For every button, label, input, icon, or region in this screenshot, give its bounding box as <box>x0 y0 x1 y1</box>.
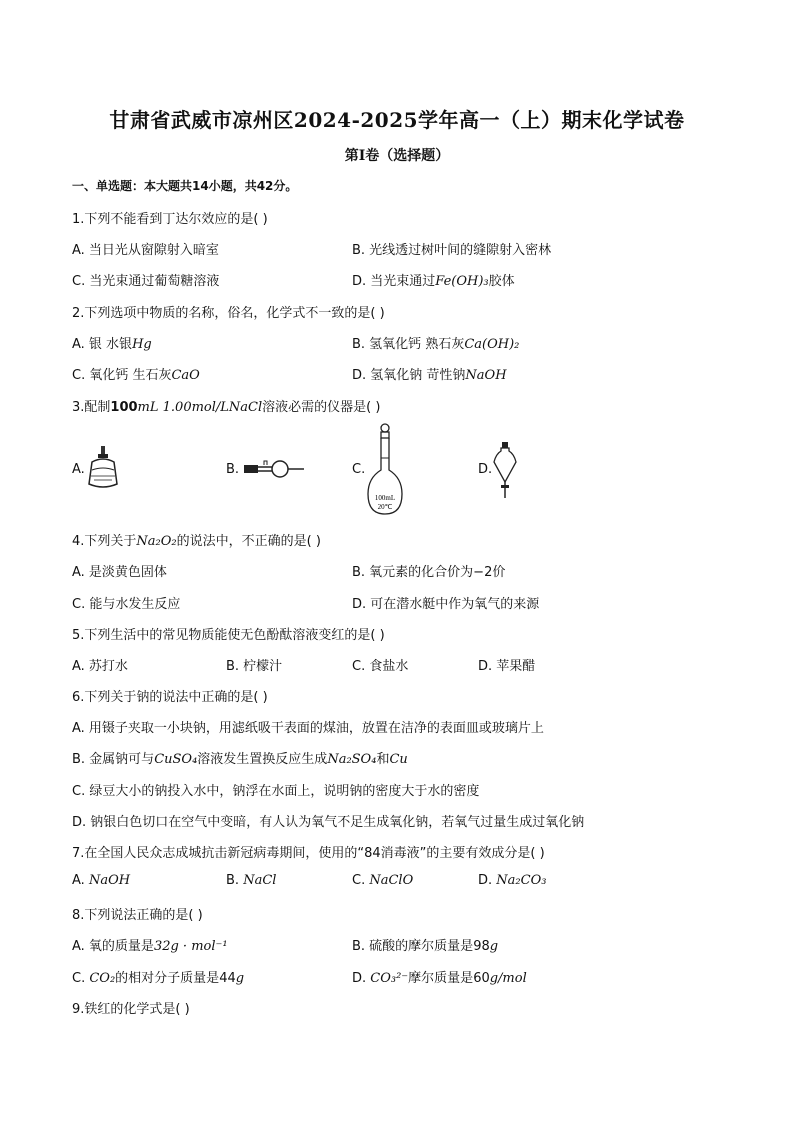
q7-d-label: D. <box>478 873 497 888</box>
q8-option-b[interactable] <box>352 935 498 954</box>
q8-a-text: A. 氧的质量是 <box>72 939 154 954</box>
q3-option-a[interactable]: A. <box>72 462 85 477</box>
flask-label-temperature: 20℃ <box>377 503 393 511</box>
alcohol-lamp-icon <box>86 444 120 490</box>
q6-option-b[interactable] <box>72 748 408 767</box>
question-9-stem: 9.铁红的化学式是( ) <box>72 1002 190 1017</box>
q5-option-a[interactable]: A. 苏打水 <box>72 659 128 674</box>
q4-option-d[interactable]: D. 可在潜水艇中作为氧气的来源 <box>352 597 540 612</box>
q8-d-formula: CO₃²⁻ <box>370 971 409 986</box>
q1-d-text: D. 当光束通过 <box>352 274 436 289</box>
q8-option-d[interactable] <box>352 967 527 986</box>
page-subtitle: 第I卷（选择题） <box>344 148 450 164</box>
question-8-stem: 8.下列说法正确的是( ) <box>72 908 203 923</box>
q3-option-d[interactable]: D. <box>478 462 493 477</box>
q6-option-c[interactable]: C. 绿豆大小的钠投入水中，钠浮在水面上，说明钠的密度大于水的密度 <box>72 784 480 799</box>
q2-b-formula: Ca(OH)₂ <box>464 337 520 352</box>
q7-c-formula: NaClO <box>369 873 414 888</box>
q2-option-c[interactable] <box>72 364 200 383</box>
q3-stem-formula: mL 1.00mol/LNaCl <box>137 400 263 415</box>
flask-label-volume: 100mL <box>374 494 396 502</box>
q7-a-label: A. <box>72 873 89 888</box>
q2-a-text: A. 银 水银 <box>72 337 133 352</box>
q2-b-text: B. 氢氧化钙 熟石灰 <box>352 337 465 352</box>
volumetric-flask-icon <box>366 422 418 516</box>
question-2-stem: 2.下列选项中物质的名称，俗名，化学式不一致的是( ) <box>72 306 385 321</box>
q2-c-formula: CaO <box>171 368 200 383</box>
q7-option-a[interactable] <box>72 873 130 888</box>
q3-stem-suffix: 溶液必需的仪器是( ) <box>262 400 381 415</box>
q5-option-b[interactable]: B. 柠檬汁 <box>226 659 283 674</box>
q8-a-formula: 32g · mol⁻¹ <box>153 939 228 954</box>
question-4-stem <box>72 530 321 549</box>
q3-stem-number: 100 <box>110 400 138 415</box>
question-7-stem: 7.在全国人民众志成城抗击新冠病毒期间，使用的“84消毒液”的主要有效成分是( ) <box>72 846 545 861</box>
separatory-funnel-icon <box>492 440 518 500</box>
q6-b-formula-3: Cu <box>389 752 408 767</box>
q2-a-formula: Hg <box>132 337 152 352</box>
q8-b-number: 98 <box>473 939 490 954</box>
q8-d-label: D. <box>352 971 371 986</box>
question-6-stem: 6.下列关于钠的说法中正确的是( ) <box>72 690 268 705</box>
q6-option-d[interactable]: D. 钠银白色切口在空气中变暗，有人认为氧气不足生成氧化钠，若氧气过量生成过氧化钠 <box>72 815 585 830</box>
q7-option-d[interactable] <box>478 873 546 888</box>
q8-d-number: 60 <box>473 971 490 986</box>
q5-option-c[interactable]: C. 食盐水 <box>352 659 409 674</box>
q5-option-d[interactable]: D. 苹果醋 <box>478 659 536 674</box>
q1-option-c[interactable]: C. 当光束通过葡萄糖溶液 <box>72 274 220 289</box>
q6-option-a[interactable]: A. 用镊子夹取一小块钠，用滤纸吸干表面的煤油，放置在洁净的表面皿或玻璃片上 <box>72 721 544 736</box>
q8-option-c[interactable] <box>72 967 244 986</box>
q2-option-a[interactable] <box>72 333 152 352</box>
q4-option-b[interactable]: B. 氧元素的化合价为−2价 <box>352 565 506 580</box>
q1-d-suffix: 胶体 <box>488 274 515 289</box>
q7-d-formula: Na₂CO₃ <box>496 873 547 888</box>
question-1-stem: 1.下列不能看到丁达尔效应的是( ) <box>72 212 268 227</box>
section-heading: 一、单选题：本大题共14小题，共42分。 <box>72 179 298 193</box>
q4-stem-text: 4.下列关于 <box>72 534 137 549</box>
question-5-stem: 5.下列生活中的常见物质能使无色酚酞溶液变红的是( ) <box>72 628 385 643</box>
q2-c-text: C. 氧化钙 生石灰 <box>72 368 172 383</box>
q6-b-formula-2: Na₂SO₄ <box>327 752 377 767</box>
q8-c-formula: CO₂ <box>89 971 116 986</box>
q2-option-b[interactable] <box>352 333 519 352</box>
q2-d-formula: NaOH <box>465 368 507 383</box>
q4-option-a[interactable]: A. 是淡黄色固体 <box>72 565 167 580</box>
q6-b-mid: 溶液发生置换反应生成 <box>197 752 328 767</box>
q8-c-text: 的相对分子质量是 <box>115 971 220 986</box>
q8-b-text: B. 硫酸的摩尔质量是 <box>352 939 474 954</box>
q8-d-text: 摩尔质量是 <box>408 971 474 986</box>
q1-option-b[interactable]: B. 光线透过树叶间的缝隙射入密林 <box>352 243 552 258</box>
q6-b-text: B. 金属钠可与 <box>72 752 155 767</box>
q7-b-label: B. <box>226 873 244 888</box>
q7-a-formula: NaOH <box>88 873 131 888</box>
q4-stem-suffix: 的说法中，不正确的是( ) <box>176 534 321 549</box>
q3-option-c[interactable]: C. <box>352 462 366 477</box>
q8-c-unit: g <box>235 971 245 986</box>
q1-option-d[interactable] <box>352 270 515 289</box>
q2-option-d[interactable] <box>352 364 507 383</box>
q3-stem-text: 3.配制 <box>72 400 111 415</box>
q4-stem-formula: Na₂O₂ <box>136 534 177 549</box>
q7-b-formula: NaCl <box>243 873 277 888</box>
q2-d-text: D. 氢氧化钠 苛性钠 <box>352 368 466 383</box>
q6-b-formula-1: CuSO₄ <box>154 752 198 767</box>
q8-b-unit: g <box>489 939 499 954</box>
q4-option-c[interactable]: C. 能与水发生反应 <box>72 597 181 612</box>
q7-option-b[interactable] <box>226 873 276 888</box>
q1-d-formula: Fe(OH)₃ <box>435 274 489 289</box>
page-title: 甘肃省武威市凉州区2024-2025学年高一（上）期末化学试卷 <box>109 108 685 132</box>
q8-d-unit: g/mol <box>489 971 527 986</box>
q8-c-number: 44 <box>219 971 236 986</box>
q3-option-b[interactable]: B. <box>226 462 240 477</box>
q7-option-c[interactable] <box>352 873 413 888</box>
distilling-flask-icon <box>242 458 306 480</box>
q8-c-label: C. <box>72 971 90 986</box>
q1-option-a[interactable]: A. 当日光从窗隙射入暗室 <box>72 243 219 258</box>
q7-c-label: C. <box>352 873 370 888</box>
q8-option-a[interactable] <box>72 935 228 954</box>
question-3-stem <box>72 396 380 415</box>
q6-b-and: 和 <box>376 752 390 767</box>
